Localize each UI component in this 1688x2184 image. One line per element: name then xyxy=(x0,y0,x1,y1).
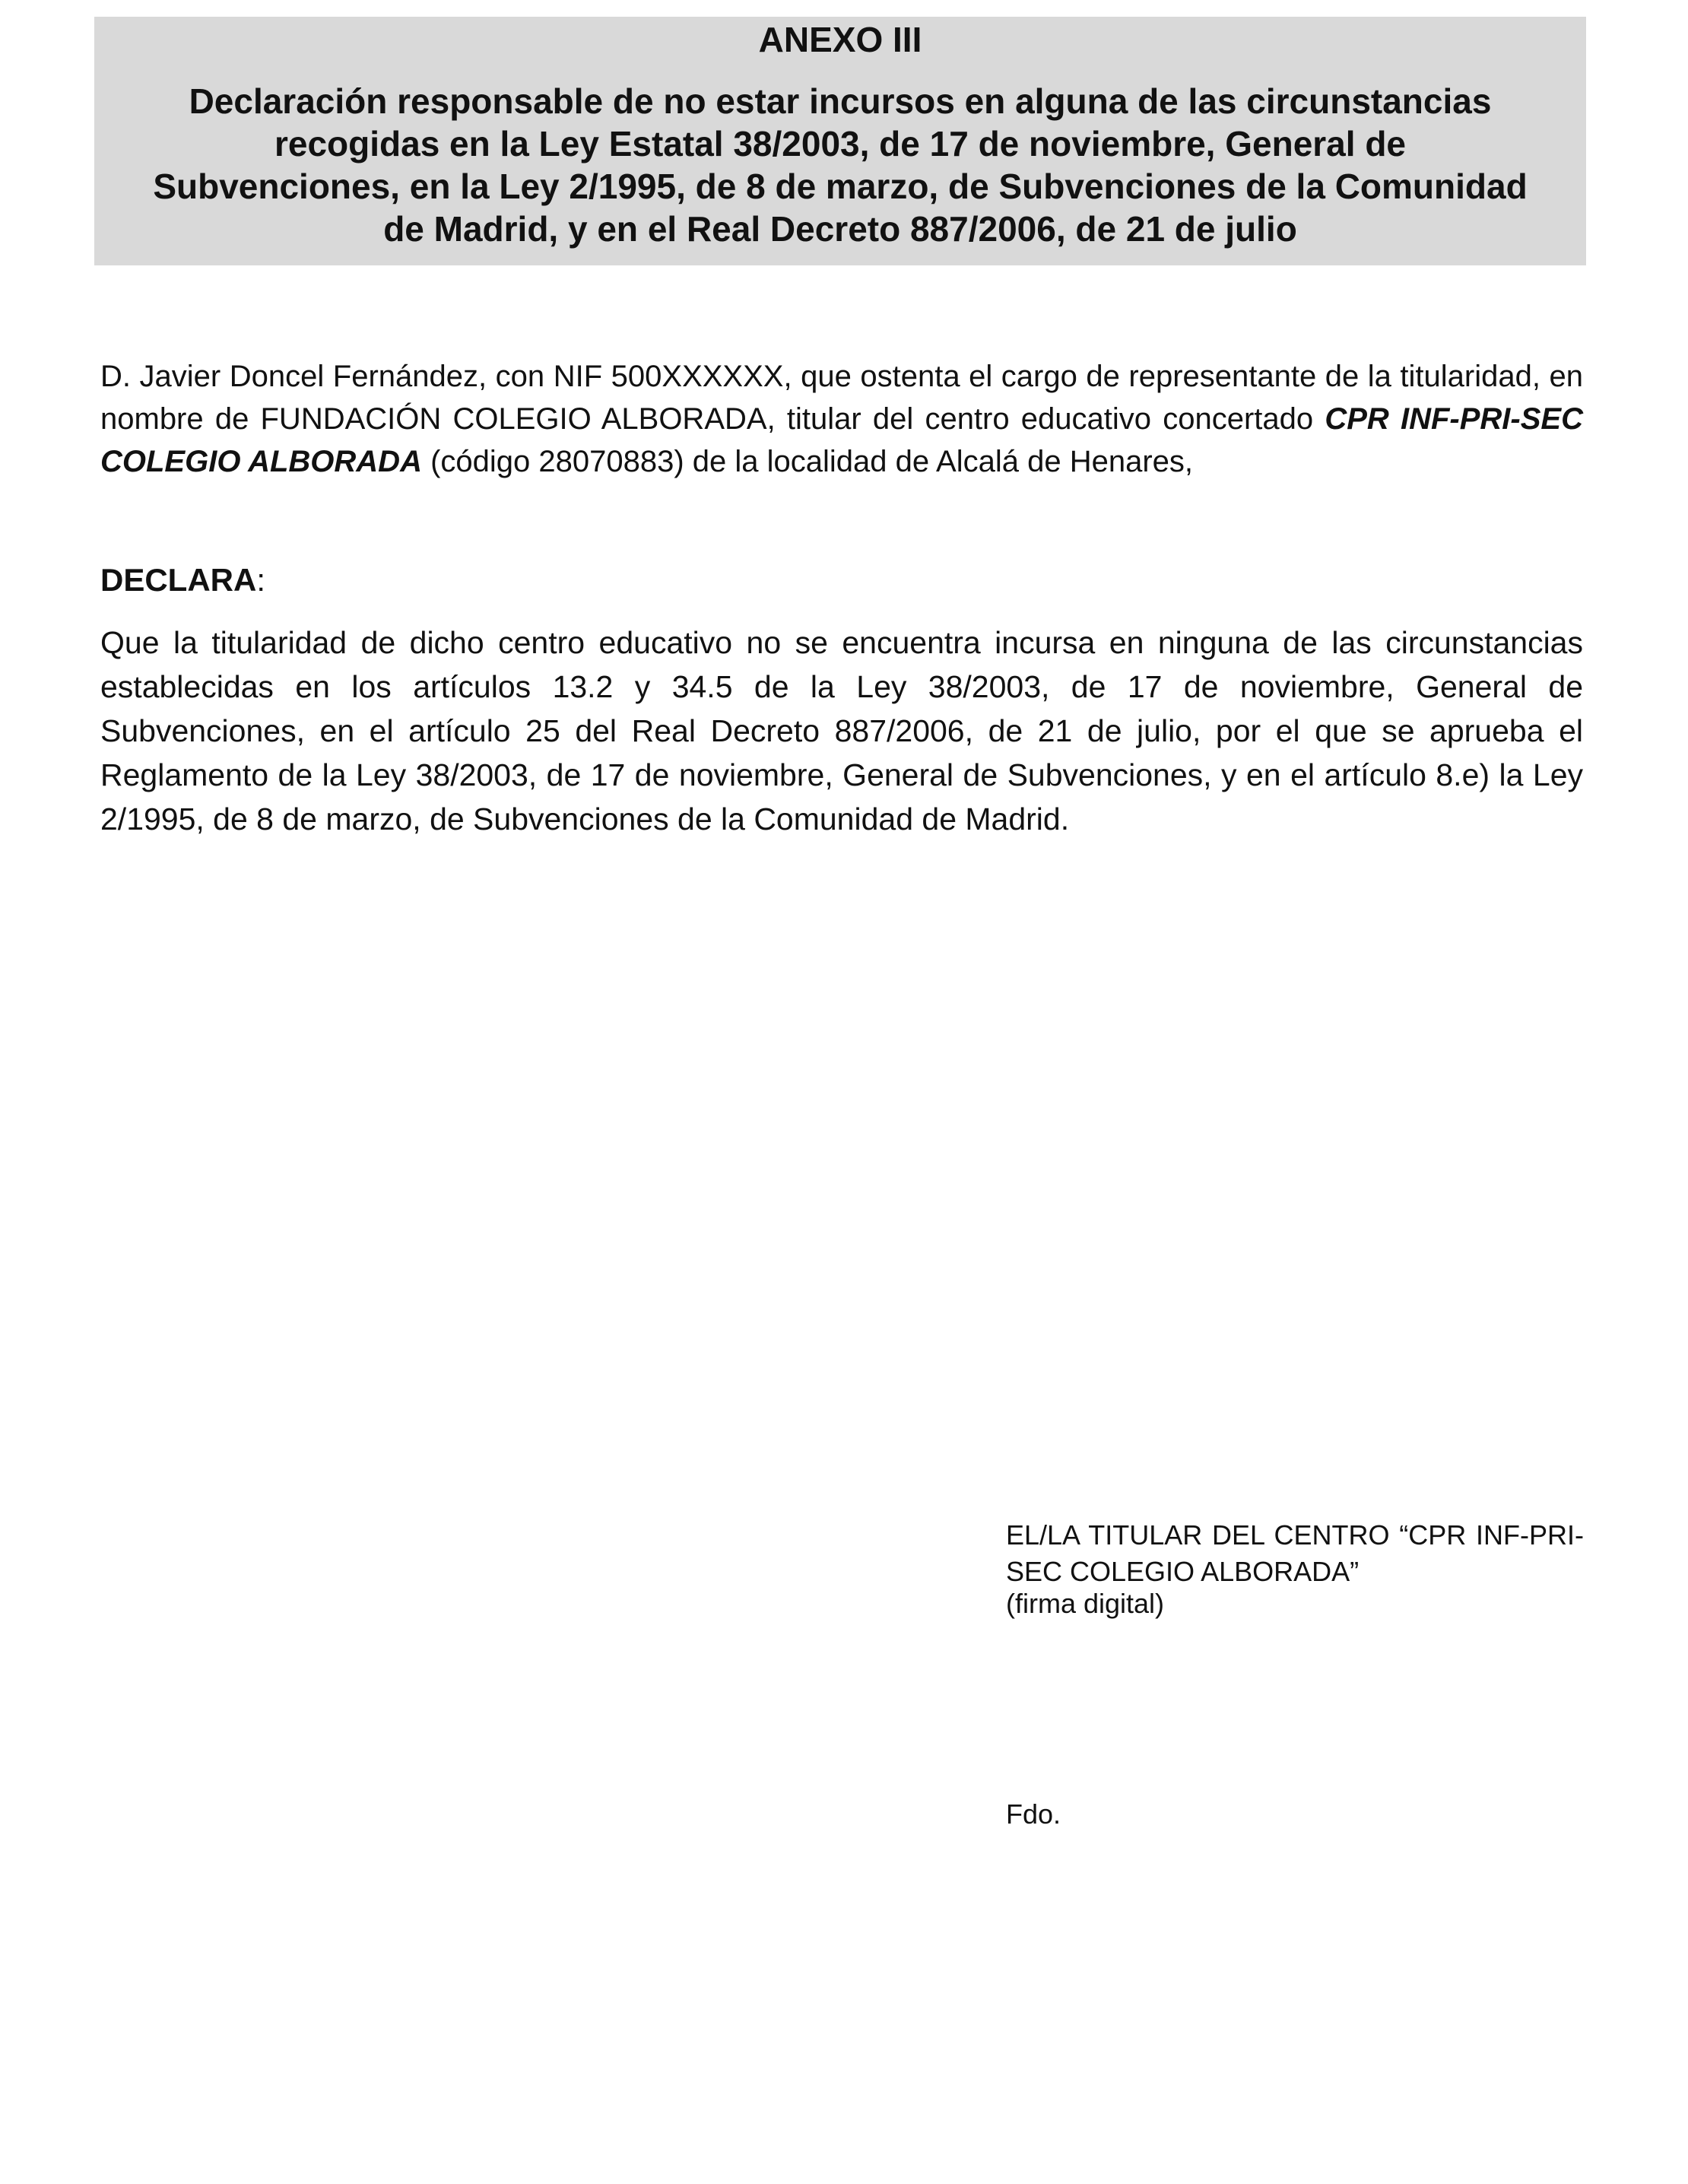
annex-header xyxy=(94,17,1586,265)
declara-colon: : xyxy=(256,562,265,598)
declara-label: DECLARA xyxy=(100,562,257,598)
intro-paragraph xyxy=(100,355,1583,483)
intro-text-after: (código 28070883) de la localidad de Alcalá de Henares, xyxy=(421,445,1193,478)
declara-heading xyxy=(100,559,265,602)
center-name: CPR INF-PRI-SEC COLEGIO ALBORADA xyxy=(100,402,1583,478)
signed-label: Fdo. xyxy=(1006,1798,1061,1830)
declaration-body: Que la titularidad de dicho centro educativo no se encuentra incursa en ninguna de las circunstancias establecidas en los artículos 13.2 y 34.5 de la Ley 38/2003, de 17 de noviembre, General de Subvenciones, en el artículo 25 del Real Decreto 887/2006, de 21 de julio, por el que se aprueba el Reglamento de la Ley 38/2003, de 17 de noviembre, General de Subvenciones, y en el artículo 8.e) la Ley 2/1995, de 8 de marzo, de Subvenciones de la Comunidad de Madrid. xyxy=(100,625,1583,836)
signature-note: (firma digital) xyxy=(1006,1588,1165,1619)
annex-title: ANEXO III xyxy=(758,20,922,59)
signature-title: EL/LA TITULAR DEL CENTRO “CPR INF-PRI-SEC COLEGIO ALBORADA” xyxy=(1006,1519,1584,1587)
intro-text-before: D. Javier Doncel Fernández, con NIF 500XXXXXX, que ostenta el cargo de representante de la titularidad, en nombre de FUNDACIÓN COLEGIO ALBORADA, titular del centro educativo concertado xyxy=(100,360,1583,436)
declaration-title: Declaración responsable de no estar incursos en alguna de las circunstancias recogidas en la Ley Estatal 38/2003, de 17 de noviembre, General de Subvenciones, en la Ley 2/1995, de 8 de marzo, de Subvenciones de la Comunidad de Madrid, y en el Real Decreto 887/2006, de 21 de julio xyxy=(153,81,1528,249)
